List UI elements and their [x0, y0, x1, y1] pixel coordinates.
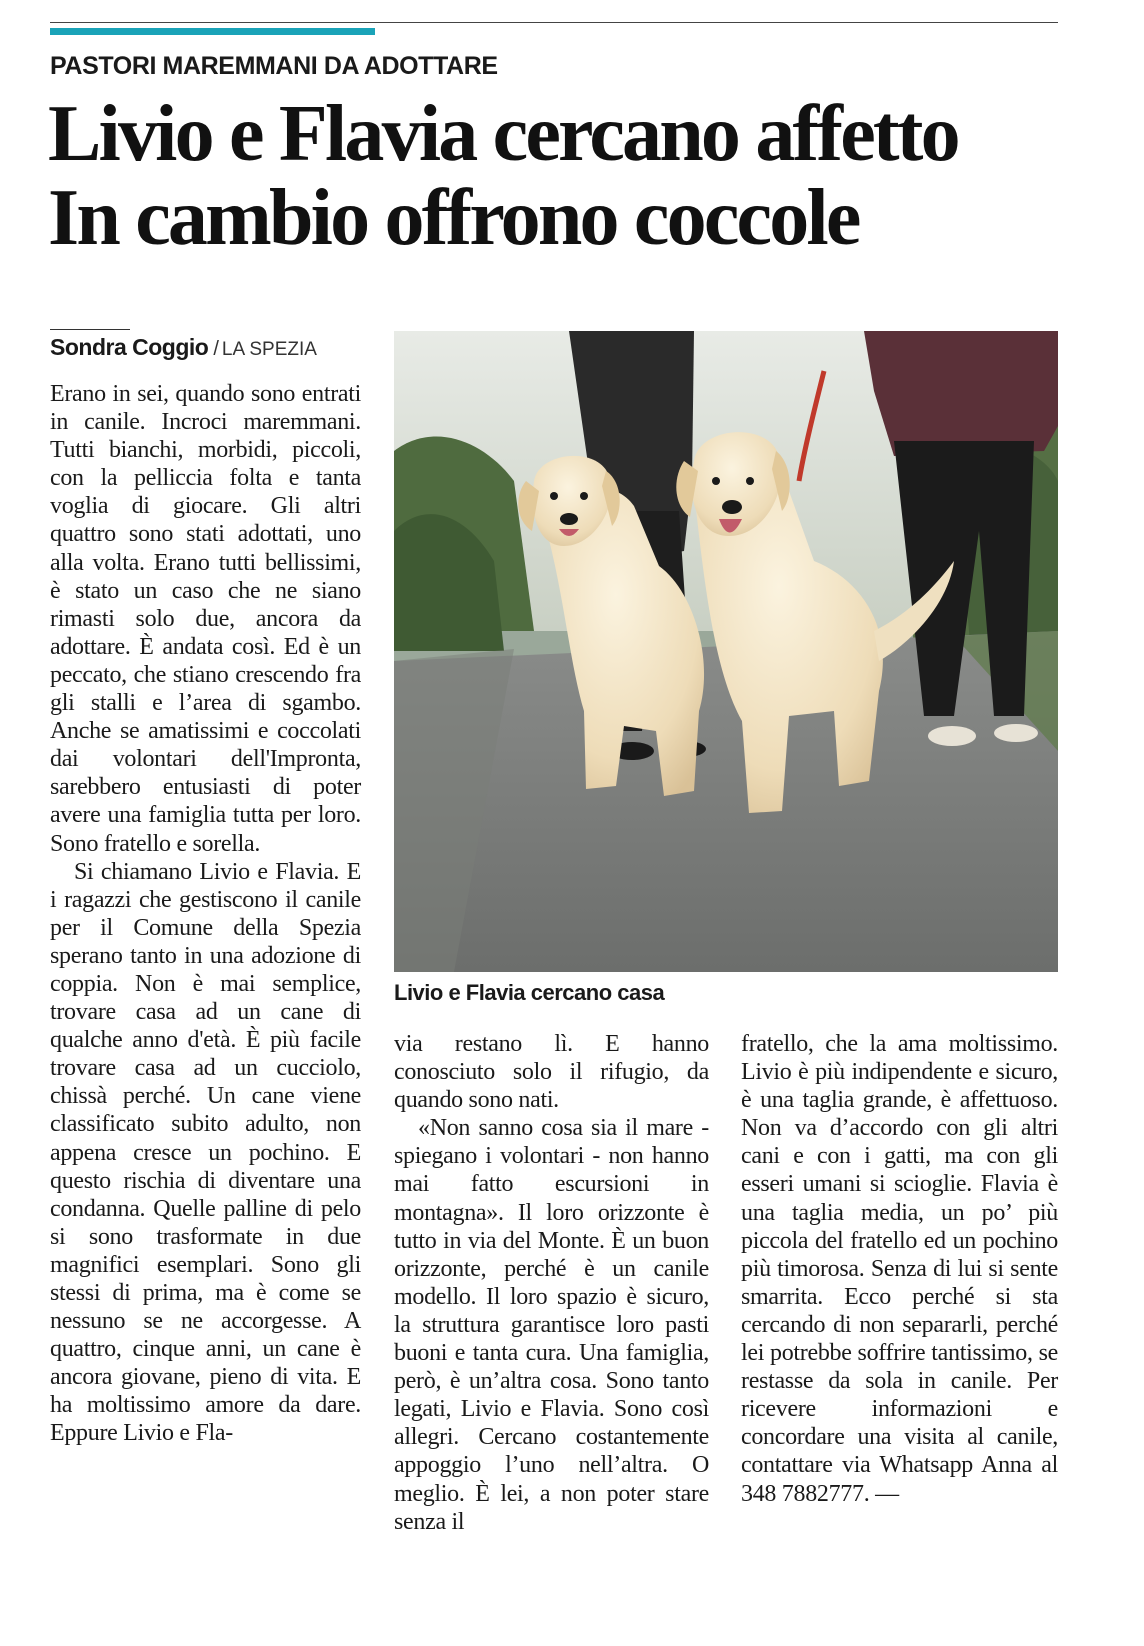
paragraph: fratello, che la ama moltissimo. Livio è più indipendente e sicuro, è una taglia grande, è affettuoso. Non va d’accordo con gli altri cani e con i gatti, ma con gli esseri umani si scioglie. Flavia è una taglia media, un po’ più piccola del fratello ed un pochino più timorosa. Senza di lui si sente smarrita. Ecco perché si sta cercando di non separarli, perché lei potrebbe soffrire tantissimo, se restasse da sola in canile. Per ricevere informazioni e concordare una visita al canile, contattare via Whatsapp Anna al 348 7882777. —: [741, 1031, 1058, 1507]
photo-caption: Livio e Flavia cercano casa: [394, 980, 665, 1005]
byline-author: Sondra Coggio: [50, 334, 209, 360]
paragraph: «Non sanno cosa sia il mare - spiegano i volontari - non hanno mai fatto escursioni in montagna». Il loro orizzonte è tutto in via del Monte. È un buon orizzonte, perché è un canile modello. Il loro spazio è sicuro, la struttura garantisce loro pasti buoni e tanta cura. Una famiglia, però, è un’altra cosa. Sono tanto legati, Livio e Flavia. Sono così allegri. Cercano costantemente appoggio l’uno nell’altra. O meglio. È lei, a non poter stare senza il: [394, 1115, 709, 1535]
dogs-photo-illustration: [394, 331, 1058, 972]
paragraph: Erano in sei, quando sono entrati in canile. Incroci maremmani. Tutti bianchi, morbidi, piccoli, con la pelliccia folta e tanta voglia di giocare. Gli altri quattro sono stati adottati, uno alla volta. Erano tutti bellissimi, è stato un caso che ne siano rimasti solo due, ancora da adottare. È andata così. Ed è un peccato, che stiano crescendo fra gli stalli e l’area di sgambo. Anche se amatissimi e coccolati dai volontari dell'Impronta, sarebbero entusiasti di poter avere una famiglia tutta per loro. Sono fratello e sorella.: [50, 381, 361, 857]
byline-separator: /: [213, 338, 219, 360]
body-column-1: [50, 380, 361, 1448]
body-column-3: [741, 1030, 1058, 1508]
kicker: PASTORI MAREMMANI DA ADOTTARE: [50, 52, 498, 80]
headline-line-1: Livio e Flavia cercano affetto: [48, 90, 958, 178]
headline: [48, 92, 1058, 260]
headline-line-2: In cambio offrono coccole: [48, 174, 859, 262]
byline-rule: [50, 329, 130, 330]
paragraph: via restano lì. E hanno conosciuto solo il rifugio, da quando sono nati.: [394, 1031, 709, 1114]
article-photo: [394, 331, 1058, 972]
byline-location: LA SPEZIA: [221, 339, 317, 360]
top-rule: [50, 22, 1058, 23]
section-accent-bar: [50, 28, 375, 35]
body-column-2: [394, 1030, 709, 1536]
paragraph: Si chiamano Livio e Flavia. E i ragazzi che gestiscono il canile per il Comune della Spezia sperano tanto in una adozione di coppia. Non è mai semplice, trovare casa ad un cane di qualche anno d'età. È più facile trovare casa ad un cucciolo, chissà perché. Un cane viene classificato subito adulto, non appena cresce un pochino. E questo rischia di diventare una condanna. Quelle palline di pelo si sono trasformate in due magnifici esemplari. Sono gli stessi di prima, ma è come se nessuno se ne accorgesse. A quattro, cinque anni, un cane è ancora giovane, pieno di vita. E ha moltissimo amore da dare. Eppure Livio e Fla-: [50, 858, 361, 1447]
byline: [50, 334, 317, 361]
